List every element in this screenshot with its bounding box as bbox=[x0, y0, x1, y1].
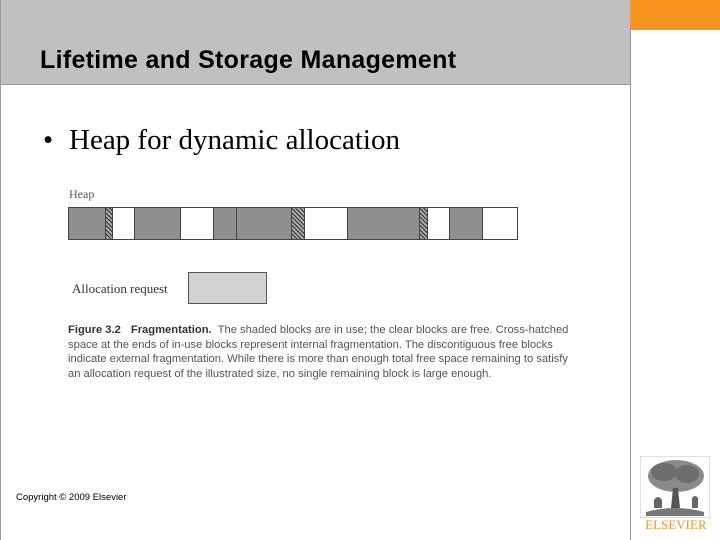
tree-icon bbox=[640, 456, 710, 518]
heap-block-hatch bbox=[292, 208, 306, 239]
bullet-text: Heap for dynamic allocation bbox=[69, 124, 400, 156]
elsevier-wordmark: ELSEVIER bbox=[645, 518, 707, 532]
heap-block-free bbox=[113, 208, 135, 239]
fragmentation-figure bbox=[66, 186, 582, 408]
figure-caption-title: Fragmentation. bbox=[130, 324, 212, 336]
heap-label: Heap bbox=[69, 187, 95, 201]
heap-block-used bbox=[450, 208, 483, 239]
heap-block-free bbox=[483, 208, 517, 239]
allocation-request-label: Allocation request bbox=[72, 281, 168, 296]
figure-number: Figure 3.2 bbox=[68, 324, 121, 336]
heap-block-used bbox=[214, 208, 237, 239]
heap-block-free bbox=[305, 208, 348, 239]
copyright-notice: Copyright © 2009 Elsevier bbox=[16, 492, 127, 503]
bullet-marker: • bbox=[43, 124, 54, 156]
slide-title: Lifetime and Storage Management bbox=[40, 46, 457, 74]
heap-block-hatch bbox=[106, 208, 113, 239]
heap-block-used bbox=[237, 208, 291, 239]
figure-caption bbox=[68, 323, 580, 381]
accent-bar bbox=[630, 0, 720, 30]
figure-caption-text: The shaded blocks are in use; the clear blocks are free. Cross-hatched space at the ends of in-use blocks represent internal fragmentation. The discontiguous free blocks indicate external fragmentation. While there is more than enough total free space remaining to satisfy an allocation request of the illustrated size, no single remaining block is large enough. bbox=[68, 324, 569, 380]
heap-block-free bbox=[181, 208, 214, 239]
slide-border-right bbox=[630, 30, 631, 540]
slide-border-left bbox=[0, 0, 1, 540]
allocation-request-block bbox=[188, 272, 267, 304]
heap-block-used bbox=[348, 208, 421, 239]
heap-block-hatch bbox=[420, 208, 428, 239]
title-divider bbox=[0, 84, 630, 85]
heap-block-used bbox=[135, 208, 181, 239]
heap-block-free bbox=[428, 208, 450, 239]
heap-block-used bbox=[69, 208, 106, 239]
elsevier-logo bbox=[634, 452, 718, 538]
bullet-item bbox=[43, 124, 400, 157]
heap-bar bbox=[68, 207, 518, 240]
